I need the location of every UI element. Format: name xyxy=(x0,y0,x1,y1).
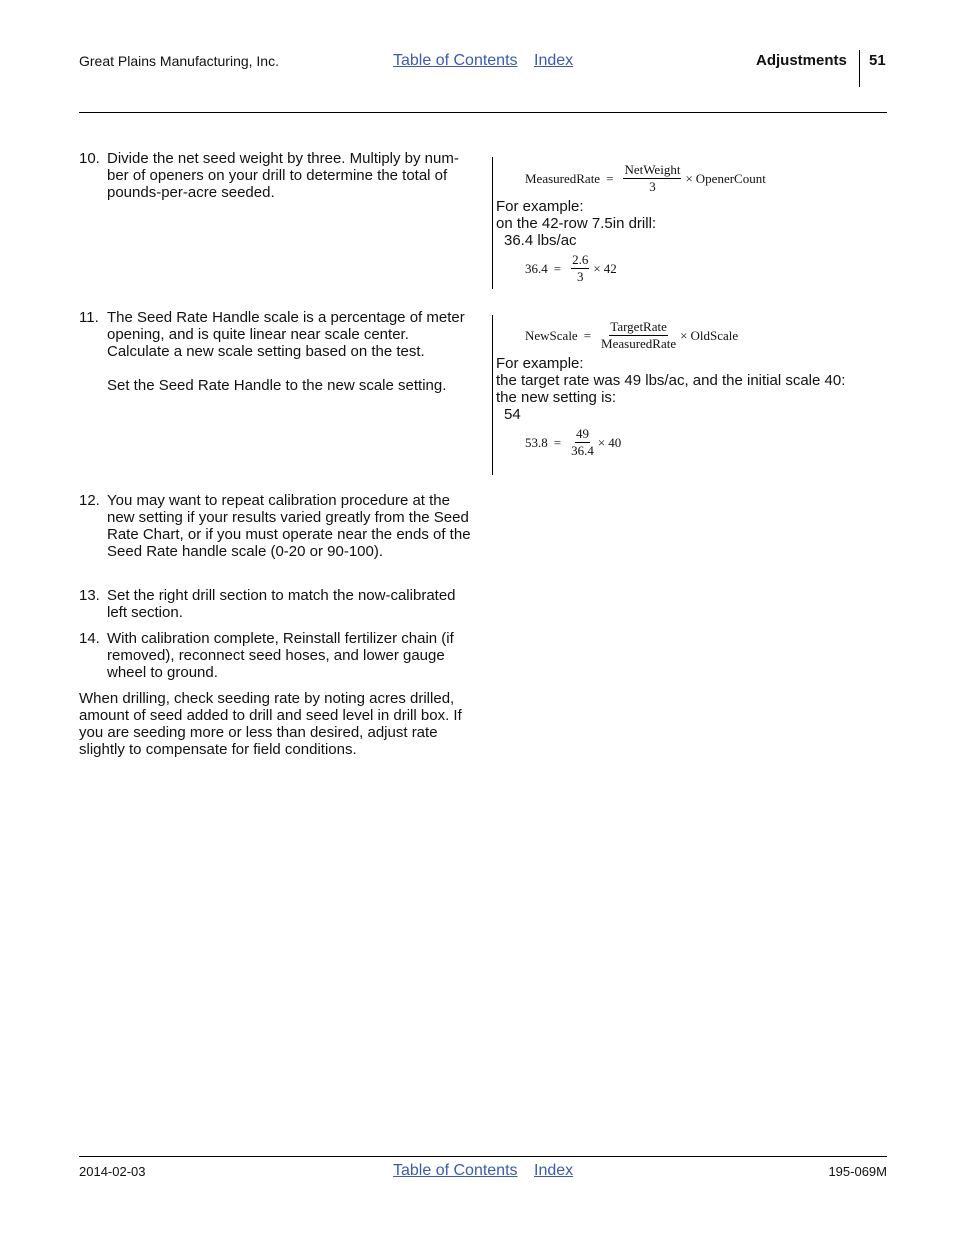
footer-index-link[interactable]: Index xyxy=(534,1162,574,1179)
table-of-contents-link[interactable]: Table of Contents xyxy=(393,52,518,69)
example-result: 36.4 lbs/ac xyxy=(504,232,577,249)
times-sign: × xyxy=(597,434,606,450)
fraction xyxy=(571,427,594,458)
example-label: For example: xyxy=(496,355,584,372)
footer-table-of-contents-link[interactable]: Table of Contents xyxy=(393,1162,518,1179)
fraction xyxy=(601,320,676,351)
step-text: You may want to repeat calibration procedure at the new setting if your results varied greatly from the Seed Rate Chart, or if you must operate near the ends of the Seed Rate handle scale (0-20 or 90-100). xyxy=(107,492,471,560)
step-11 xyxy=(79,309,474,394)
times-sign: × xyxy=(680,327,688,343)
numerator: 49 xyxy=(575,426,589,441)
denominator: 36.4 xyxy=(571,443,594,458)
step-text: Set the Seed Rate Handle to the new scale setting. xyxy=(107,377,447,394)
example-lhs: 53.8 xyxy=(525,434,548,450)
example-description: on the 42-row 7.5in drill: xyxy=(496,215,657,232)
step-12 xyxy=(79,492,474,560)
example-factor: 40 xyxy=(608,434,622,450)
fraction xyxy=(623,163,681,194)
numerator: TargetRate xyxy=(610,319,667,334)
step-text: The Seed Rate Handle scale is a percentage of meter opening, and is quite linear near scale center. Calculate a new scale setting based on the test. xyxy=(107,309,465,360)
formula-factor: OpenerCount xyxy=(695,170,766,186)
page-number: 51 xyxy=(869,52,886,69)
step-10 xyxy=(79,150,474,201)
example-result: 54 xyxy=(504,406,521,423)
step-13 xyxy=(79,587,474,621)
step-text: Set the right drill section to match the now-calibrated left section. xyxy=(107,587,456,621)
footer-date: 2014-02-03 xyxy=(79,1164,146,1179)
formula-measured-rate xyxy=(525,163,766,194)
example-description: the target rate was 49 lbs/ac, and the initial scale 40: xyxy=(496,372,846,389)
step-number: 12. xyxy=(79,492,100,509)
example-factor: 42 xyxy=(603,260,617,276)
times-sign: × xyxy=(593,260,601,276)
formula-box-new-scale xyxy=(492,315,845,475)
example-label: For example: xyxy=(496,198,584,215)
step-number: 14. xyxy=(79,630,100,647)
footer-rule xyxy=(79,1156,887,1157)
denominator: MeasuredRate xyxy=(601,336,677,351)
example-lhs: 36.4 xyxy=(525,260,548,276)
header-divider xyxy=(859,50,860,87)
index-link[interactable]: Index xyxy=(534,52,574,69)
step-14 xyxy=(79,630,474,681)
closing-paragraph: When drilling, check seeding rate by noting acres drilled, amount of seed added to drill and seed level in drill box. If you are seeding more or less than desired, adjust rate slightly to compensate for field conditions. xyxy=(79,690,462,758)
step-text: With calibration complete, Reinstall fertilizer chain (if removed), reconnect seed hoses, and lower gauge wheel to ground. xyxy=(107,630,454,681)
header-rule xyxy=(79,112,887,113)
equals-sign: = xyxy=(553,434,562,450)
step-number: 11. xyxy=(79,309,99,326)
fraction xyxy=(571,253,589,284)
denominator: 3 xyxy=(576,269,584,284)
numerator: 2.6 xyxy=(572,252,589,267)
example-description: the new setting is: xyxy=(496,389,617,406)
step-text: Divide the net seed weight by three. Multiply by num-ber of openers on your drill to determine the total of pounds-per-acre seeded. xyxy=(107,150,459,201)
times-sign: × xyxy=(685,170,693,186)
denominator: 3 xyxy=(649,179,656,194)
example-equation xyxy=(525,253,766,284)
formula-new-scale xyxy=(525,320,845,351)
example-equation xyxy=(525,427,845,458)
formula-lhs: MeasuredRate xyxy=(525,170,601,186)
formula-box-opener-rate xyxy=(492,157,766,289)
equals-sign: = xyxy=(553,260,562,276)
numerator: NetWeight xyxy=(624,162,681,177)
formula-factor: OldScale xyxy=(690,327,739,343)
step-number: 13. xyxy=(79,587,100,604)
step-number: 10. xyxy=(79,150,100,167)
formula-lhs: NewScale xyxy=(525,327,578,343)
document-number: 195-069M xyxy=(828,1164,887,1179)
equals-sign: = xyxy=(583,327,592,343)
section-title: Adjustments xyxy=(756,52,847,69)
equals-sign: = xyxy=(606,170,614,186)
company-name: Great Plains Manufacturing, Inc. xyxy=(79,53,279,69)
